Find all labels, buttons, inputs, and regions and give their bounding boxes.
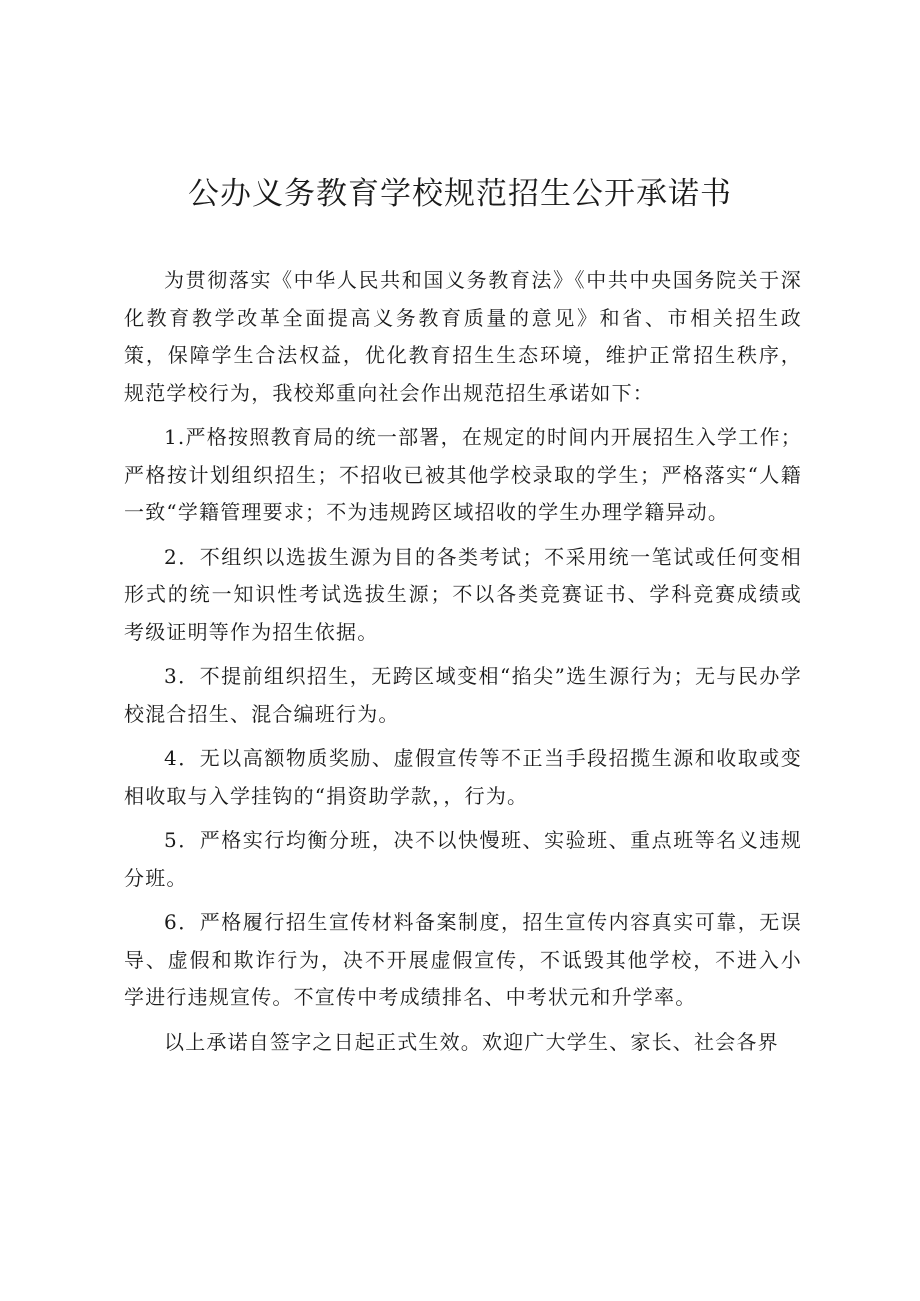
paragraph-item-2: 2．不组织以选拔生源为目的各类考试；不采用统一笔试或任何变相形式的统一知识性考试选拔生源；不以各类竞赛证书、学科竞赛成绩或考级证明等作为招生依据。 bbox=[124, 544, 802, 644]
paragraph-item-5: 5．严格实行均衡分班，决不以快慢班、实验班、重点班等名义违规分班。 bbox=[124, 828, 802, 890]
paragraph-item-1: 1.严格按照教育局的统一部署，在规定的时间内开展招生入学工作；严格按计划组织招生；不招收已被其他学校录取的学生；严格落实“人籍一致“学籍管理要求；不为违规跨区域招收的学生办理学籍异动。 bbox=[124, 425, 802, 524]
paragraph-item-6: 6．严格履行招生宣传材料备案制度，招生宣传内容真实可靠，无误导、虚假和欺诈行为，决不开展虚假宣传，不诋毁其他学校，不进入小学进行违规宣传。不宣传中考成绩排名、中考状元和升学率。 bbox=[124, 910, 802, 1009]
paragraph-closing: 以上承诺自签字之日起正式生效。欢迎广大学生、家长、社会各界 bbox=[164, 1029, 779, 1054]
paragraph-item-3: 3．不提前组织招生，无跨区域变相“掐尖”选生源行为；无与民办学校混合招生、混合编班行为。 bbox=[124, 664, 802, 726]
document-title: 公办义务教育学校规范招生公开承诺书 bbox=[188, 176, 732, 212]
document-body bbox=[124, 262, 802, 1068]
paragraph-intro: 为贯彻落实《中华人民共和国义务教育法》《中共中央国务院关于深化教育教学改革全面提高义务教育质量的意见》和省、市相关招生政策，保障学生合法权益，优化教育招生生态环境，维护正常招生秩序，规范学校行为，我校郑重向社会作出规范招生承诺如下： bbox=[124, 268, 802, 405]
paragraph-item-4: 4．无以高额物质奖励、虚假宣传等不正当手段招揽生源和收取或变相收取与入学挂钩的“捐资助学款，，行为。 bbox=[124, 746, 802, 808]
